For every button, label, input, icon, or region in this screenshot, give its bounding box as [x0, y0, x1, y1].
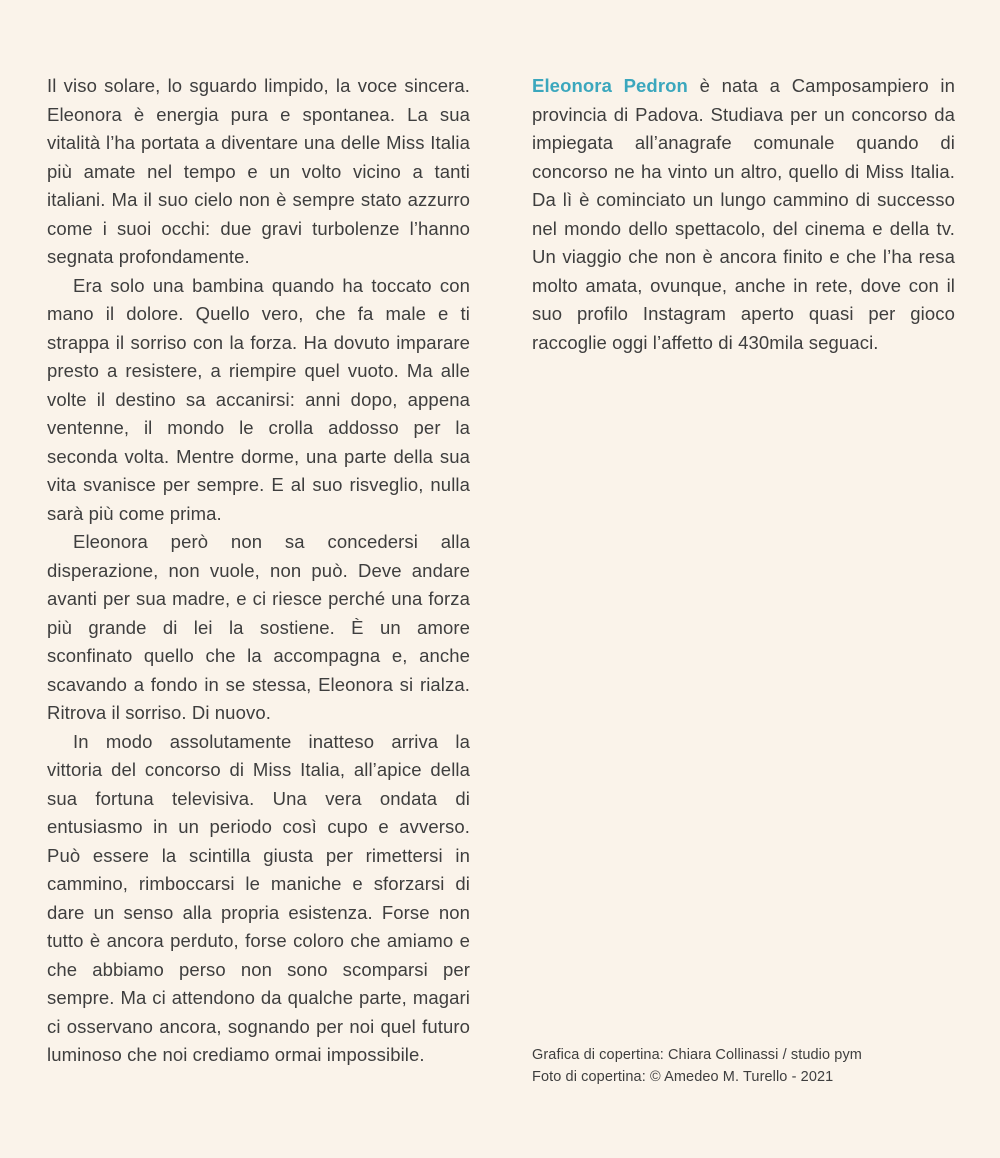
cover-design-credit: Grafica di copertina: Chiara Collinassi / studio pym: [532, 1047, 862, 1063]
author-bio-paragraph: [532, 72, 955, 357]
body-paragraph: In modo assolutamente inatteso arriva la vittoria del concorso di Miss Italia, all’apice della sua fortuna televisiva. Una vera ondata di entusiasmo in un periodo così cupo e avverso. Può essere la scintilla giusta per rimettersi in cammino, rimboccarsi le maniche e sforzarsi di dare un senso alla propria esistenza. Forse non tutto è ancora perduto, forse coloro che amiamo e che abbiamo perso non sono scomparsi per sempre. Ma ci attendono da qualche parte, magari ci osservano ancora, sognando per noi quel futuro luminoso che noi crediamo ormai impossibile.: [47, 730, 470, 1065]
credits-block: [532, 1045, 955, 1088]
body-paragraph: Era solo una bambina quando ha toccato con mano il dolore. Quello vero, che fa male e ti strappa il sorriso con la forza. Ha dovuto imparare presto a resistere, a riempire quel vuoto. Ma alle volte il destino sa accanirsi: anni dopo, appena ventenne, il mondo le crolla addosso per la seconda volta. Mentre dorme, una parte della sua vita svanisce per sempre. E al suo risveglio, nulla sarà più come prima.: [47, 274, 470, 524]
left-column: [47, 72, 470, 1088]
intro-paragraph: Il viso solare, lo sguardo limpido, la voce sincera. Eleonora è energia pura e spontanea. La sua vitalità l’ha portata a diventare una delle Miss Italia più amate nel tempo e un volto vicino a tanti italiani. Ma il suo cielo non è sempre stato azzurro come i suoi occhi: due gravi turbolenze l’hanno segnata profondamente.: [47, 75, 470, 267]
cover-photo-credit: Foto di copertina: © Amedeo M. Turello - 2021: [532, 1068, 834, 1085]
author-name: Eleonora Pedron: [532, 75, 688, 96]
two-column-layout: [47, 72, 953, 1088]
body-paragraph: Eleonora però non sa concedersi alla disperazione, non vuole, non può. Deve andare avanti per sua madre, e ci riesce perché una forza più grande di lei la sostiene. È un amore sconfinato quello che la accompagna e, anche scavando a fondo in se stessa, Eleonora si rialza. Ritrova il sorriso. Di nuovo.: [47, 531, 470, 723]
author-bio-text: è nata a Camposampiero in provincia di Padova. Studiava per un concorso da impiegata all’anagrafe comunale quando di concorso ne ha vinto un altro, quello di Miss Italia. Da lì è cominciato un lungo cammino di successo nel mondo dello spettacolo, del cinema e della tv. Un viaggio che non è ancora finito e che l’ha resa molto amata, ovunque, anche in rete, dove con il suo profilo Instagram aperto quasi per gioco raccoglie oggi l’affetto di 430mila seguaci.: [532, 75, 955, 353]
right-column: [532, 72, 955, 1088]
